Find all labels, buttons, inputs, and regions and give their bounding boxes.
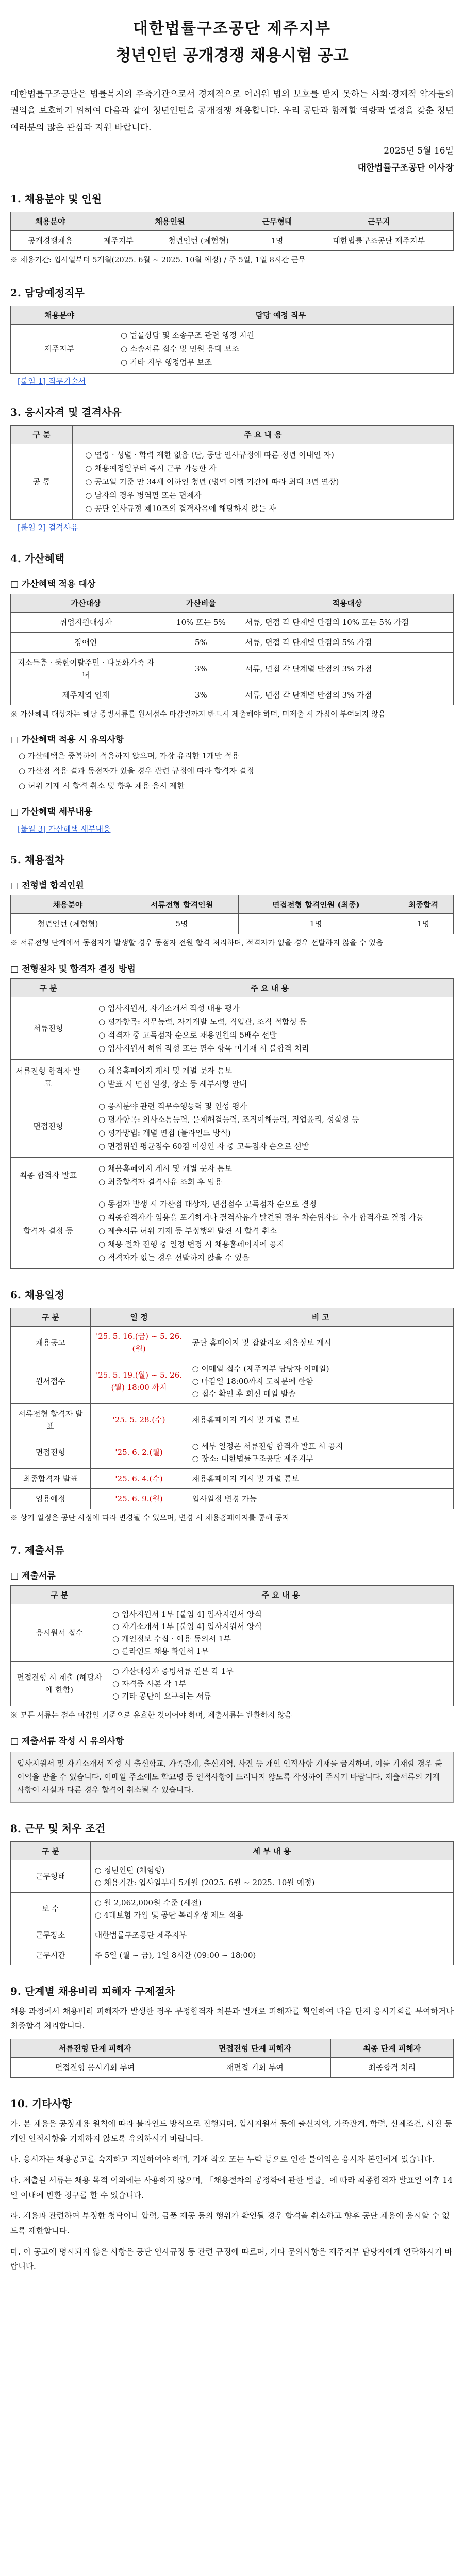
s1-cell: 대한법률구조공단 제주지부 — [304, 230, 454, 250]
s2-header: 채용분야 — [11, 306, 108, 324]
s9-step: 면접전형 단계 피해자 — [179, 2039, 331, 2057]
stage-name: 합격자 결정 등 — [11, 1193, 86, 1268]
s1-header: 근무지 — [304, 212, 454, 230]
s6-cell: 입사일정 변경 가능 — [188, 1488, 453, 1509]
s4-header: 가산대상 — [11, 594, 161, 612]
s2-duty: ○ 소송서류 접수 및 민원 응대 보조 — [120, 344, 240, 353]
s3-item: ○ 공고일 기준 만 34세 이하인 청년 (병역 이행 기간에 따라 최대 3년 연장) — [85, 477, 339, 486]
s6-cell: 면접전형 — [11, 1436, 91, 1468]
s4-header: 적용대상 — [241, 594, 453, 612]
misc-item: 나. 응시자는 채용공고를 숙지하고 지원하여야 하며, 기재 착오 또는 누락 등으로 인한 불이익은 응시자 본인에게 있습니다. — [10, 2155, 435, 2164]
section4-sub2: □ 가산혜택 적용 시 유의사항 — [10, 735, 124, 745]
section4-sub3: □ 가산혜택 세부내용 — [10, 807, 93, 818]
s6-date: '25. 5. 19.(월) ~ 5. 26.(월) 18:00 까지 — [90, 1359, 188, 1403]
misc-item: 라. 채용과 관련하여 부정한 청탁이나 압력, 금품 제공 등의 행위가 확인될 경우 합격을 취소하고 향후 공단 채용에 응시할 수 없도록 제한합니다. — [10, 2211, 450, 2235]
s8-header: 세 부 내 용 — [90, 1841, 453, 1860]
section9-table — [10, 2039, 454, 2078]
stage-item: ○ 채용 절차 진행 중 일정 변경 시 채용홈페이지에 공지 — [98, 1239, 285, 1249]
s2-duty: ○ 법률상담 및 소송구조 관련 행정 지원 — [120, 330, 255, 340]
s5-header: 최종합격 — [393, 895, 454, 914]
s1-cell: 1명 — [250, 230, 304, 250]
section3-table — [10, 425, 454, 520]
s4-cell: 5% — [161, 632, 241, 652]
s9-result: 최종합격 처리 — [330, 2057, 453, 2077]
stage-name: 면접전형 — [11, 1095, 86, 1157]
stage-item: ○ 최종합격자가 임용을 포기하거나 결격사유가 발견된 경우 차순위자를 추가 합격자로 결정 가능 — [98, 1212, 424, 1222]
s1-cell: 청년인턴 (체험형) — [147, 230, 250, 250]
s6-header: 일 정 — [90, 1308, 188, 1326]
job-description-link[interactable]: [붙임 1] 직무기술서 — [18, 376, 86, 386]
s3-item: ○ 연령 · 성별 · 학력 제한 없음 (단, 공단 인사규정에 따른 정년 이내인 자) — [85, 450, 334, 460]
stage-item: ○ 제출서류 허위 기재 등 부정행위 발견 시 합격 취소 — [98, 1226, 277, 1235]
s5-cell: 1명 — [393, 914, 454, 934]
stage-name: 서류전형 합격자 발표 — [11, 1059, 86, 1095]
s5-cell: 청년인턴 (체험형) — [11, 914, 125, 934]
s5-header: 서류전형 합격인원 — [125, 895, 239, 914]
section4-sub2-list — [10, 749, 454, 793]
s7-cell: ○ 가산대상자 증빙서류 원본 각 1부 ○ 자격증 사본 각 1부 ○ 기타 공단이 요구하는 서류 — [108, 1662, 453, 1706]
s5-cell: 5명 — [125, 914, 239, 934]
s6-cell: 원서접수 — [11, 1359, 91, 1403]
s3-header: 주 요 내 용 — [73, 425, 454, 444]
org-name: 대한법률구조공단 제주지부 — [132, 20, 332, 38]
section9-title: 9. 단계별 채용비리 피해자 구제절차 — [10, 1985, 175, 1997]
s4-sub2-item: ○ 가산점 적용 결과 동점자가 있을 경우 관련 규정에 따라 합격자 결정 — [19, 766, 254, 776]
section8-table — [10, 1841, 454, 1965]
s2-duty: ○ 기타 지부 행정업무 보조 — [120, 357, 212, 367]
s6-cell: 채용공고 — [11, 1326, 91, 1359]
s9-result: 재면접 기회 부여 — [179, 2057, 331, 2077]
document-page — [10, 15, 454, 2274]
s4-cell: 저소득층 · 북한이탈주민 · 다문화가족 자녀 — [11, 652, 161, 685]
s6-header: 비 고 — [188, 1308, 453, 1326]
section5-sub2: □ 전형절차 및 합격자 결정 방법 — [10, 963, 136, 974]
section10-title: 10. 기타사항 — [10, 2097, 72, 2110]
s5-header: 채용분야 — [11, 895, 125, 914]
s5-cell: 1명 — [239, 914, 393, 934]
s6-date: '25. 6. 2.(월) — [90, 1436, 188, 1468]
s6-cell: 공단 홈페이지 및 잡알리오 채용정보 게시 — [188, 1326, 453, 1359]
misc-item: 가. 본 채용은 공정채용 원칙에 따라 블라인드 방식으로 진행되며, 입사지원서 등에 출신지역, 가족관계, 학력, 신체조건, 사진 등 개인 인적사항을 기재하지 않도록 유의하시기 바랍니다. — [10, 2119, 453, 2143]
section7-sub1: □ 제출서류 — [10, 1571, 56, 1582]
section3-title: 3. 응시자격 및 결격사유 — [10, 405, 122, 418]
s8-header: 구 분 — [11, 1841, 91, 1860]
page-title: 청년인턴 공개경쟁 채용시험 공고 — [115, 46, 349, 65]
section4-table — [10, 594, 454, 705]
stage-name: 서류전형 — [11, 997, 86, 1059]
s3-item: ○ 채용예정일부터 즉시 근무 가능한 자 — [85, 463, 217, 473]
bonus-detail-link[interactable]: [붙임 3] 가산혜택 세부내용 — [18, 824, 111, 834]
stage-item: ○ 동점자 발생 시 가산점 대상자, 면접점수 고득점자 순으로 결정 — [98, 1199, 317, 1209]
section2-title: 2. 담당예정직무 — [10, 286, 85, 299]
s4-cell: 서류, 면접 각 단계별 만점의 3% 가점 — [241, 652, 453, 685]
s9-step: 서류전형 단계 피해자 — [11, 2039, 179, 2057]
stage-item: ○ 입사지원서, 자기소개서 작성 내용 평가 — [98, 1003, 240, 1013]
s4-cell: 서류, 면접 각 단계별 만점의 5% 가점 — [241, 632, 453, 652]
section1-title: 1. 채용분야 및 인원 — [10, 192, 102, 205]
s4-cell: 3% — [161, 652, 241, 685]
s4-sub2-item: ○ 허위 기재 시 합격 취소 및 향후 채용 응시 제한 — [19, 781, 185, 791]
s7-header: 주 요 내 용 — [108, 1586, 453, 1604]
s1-cell: 제주지부 — [90, 230, 147, 250]
section7-title: 7. 제출서류 — [10, 1544, 65, 1557]
intro-paragraph: 대한법률구조공단은 법률복지의 주축기관으로서 경제적으로 어려워 법의 보호를 받지 못하는 사회·경제적 약자들의 권익을 보호하기 위하여 다음과 같이 청년인턴을 공개경쟁 채용합니다. 우리 공단과 함께할 역량과 열정을 갖춘 청년 여러분의 많은 관심과 지원 바랍니다. — [10, 89, 454, 133]
stage-item: ○ 평가항목: 직무능력, 자기개발 노력, 직업관, 조직 적합성 등 — [98, 1016, 307, 1026]
stage-item: ○ 적격자 중 고득점자 순으로 채용인원의 5배수 선발 — [98, 1030, 277, 1040]
s6-date: '25. 6. 9.(월) — [90, 1488, 188, 1509]
s3-header: 구 분 — [11, 425, 73, 444]
s3-item: ○ 남자의 경우 병역필 또는 면제자 — [85, 490, 202, 500]
s6-cell: 임용예정 — [11, 1488, 91, 1509]
section7-note: ※ 모든 서류는 접수 마감일 기준으로 유효한 것이어야 하며, 제출서류는 반환하지 않음 — [10, 1711, 292, 1720]
s4-cell: 10% 또는 5% — [161, 612, 241, 632]
stage-item: ○ 적격자가 없는 경우 선발하지 않을 수 있음 — [98, 1252, 250, 1262]
s6-cell: ○ 이메일 접수 (제주지부 담당자 이메일) ○ 마감일 18:00까지 도착분에 한함 ○ 접수 확인 후 회신 메일 발송 — [188, 1359, 453, 1403]
s6-cell: 채용홈페이지 게시 및 개별 통보 — [188, 1468, 453, 1488]
s9-result: 면접전형 응시기회 부여 — [11, 2057, 179, 2077]
s1-header: 채용인원 — [90, 212, 250, 230]
s6-date: '25. 5. 28.(수) — [90, 1403, 188, 1436]
stage-item: ○ 입사지원서 허위 작성 또는 필수 항목 미기재 시 불합격 처리 — [98, 1043, 309, 1053]
s7-header: 구 분 — [11, 1586, 108, 1604]
s8-cell: 근무형태 — [11, 1860, 91, 1892]
stage-item: ○ 응시분야 관련 직무수행능력 및 인성 평가 — [98, 1101, 247, 1111]
section5-title: 5. 채용절차 — [10, 854, 65, 867]
s7-cell: ○ 입사지원서 1부 [붙임 4] 입사지원서 양식 ○ 자기소개서 1부 [붙임 4] 입사지원서 양식 ○ 개인정보 수집 · 이용 동의서 1부 ○ 블라인드 채용 확인서 1부 — [108, 1604, 453, 1662]
stage-item: ○ 채용홈페이지 게시 및 개별 문자 통보 — [98, 1163, 233, 1173]
s8-cell: ○ 월 2,062,000원 수준 (세전) ○ 4대보험 가입 및 공단 복리후생 제도 적용 — [90, 1892, 453, 1925]
s6-cell: 채용홈페이지 게시 및 개별 통보 — [188, 1403, 453, 1436]
s6-cell: 최종합격자 발표 — [11, 1468, 91, 1488]
s4-cell: 3% — [161, 685, 241, 705]
stage-item: ○ 채용홈페이지 게시 및 개별 문자 통보 — [98, 1065, 233, 1075]
s3-area: 공 통 — [11, 444, 73, 519]
s2-header: 담당 예정 직무 — [108, 306, 453, 324]
section6-title: 6. 채용일정 — [10, 1288, 65, 1301]
s3-item: ○ 공단 인사규정 제10조의 결격사유에 해당하지 않는 자 — [85, 503, 276, 513]
stage-item: ○ 최종합격자 결격사유 조회 후 임용 — [98, 1177, 222, 1187]
section1-table — [10, 212, 454, 251]
s4-cell: 취업지원대상자 — [11, 612, 161, 632]
stage-name: 최종 합격자 발표 — [11, 1157, 86, 1193]
s6-header: 구 분 — [11, 1308, 91, 1326]
s6-cell: ○ 세부 일정은 서류전형 합격자 발표 시 공지 ○ 장소: 대한법률구조공단 제주지부 — [188, 1436, 453, 1468]
section7-table — [10, 1585, 454, 1706]
s8-cell: 근무장소 — [11, 1925, 91, 1945]
stage-item: ○ 평가방법: 개별 면접 (블라인드 방식) — [98, 1128, 231, 1138]
s4-cell: 서류, 면접 각 단계별 만점의 10% 또는 5% 가점 — [241, 612, 453, 632]
section4-title: 4. 가산혜택 — [10, 552, 65, 565]
s4-cell: 제주지역 인재 — [11, 685, 161, 705]
s9-step: 최종 단계 피해자 — [330, 2039, 453, 2057]
section4-note: ※ 가산혜택 대상자는 해당 증빙서류를 원서접수 마감일까지 반드시 제출해야 하며, 미제출 시 가점이 부여되지 않음 — [10, 710, 386, 719]
section6-table — [10, 1308, 454, 1509]
section1-note: ※ 채용기간: 입사일부터 5개월(2025. 6월 ~ 2025. 10월 예정) / 주 5일, 1일 8시간 근무 — [10, 256, 306, 264]
stage-item: ○ 면접위원 평균점수 60점 이상인 자 중 고득점자 순으로 선발 — [98, 1141, 309, 1151]
s1-header: 근무형태 — [250, 212, 304, 230]
s1-header: 채용분야 — [11, 212, 90, 230]
s6-date: '25. 5. 16.(금) ~ 5. 26.(월) — [90, 1326, 188, 1359]
signer: 대한법률구조공단 이사장 — [357, 162, 454, 173]
s8-cell: 근무시간 — [11, 1945, 91, 1965]
s4-sub2-item: ○ 가산혜택은 중복하여 적용하지 않으며, 가장 유리한 1개만 적용 — [19, 751, 239, 761]
s7-cell: 면접전형 시 제출 (해당자에 한함) — [11, 1662, 108, 1706]
misc-item: 다. 제출된 서류는 채용 목적 이외에는 사용하지 않으며, 「채용절차의 공정화에 관한 법률」에 따라 최종합격자 발표일 이후 14일 이내에 반환 청구를 할 수 있습니다. — [10, 2175, 453, 2200]
section5-process-table — [10, 978, 454, 1269]
stage-item: ○ 발표 시 면접 일정, 장소 등 세부사항 안내 — [98, 1079, 247, 1089]
s5-header: 면접전형 합격인원 (최종) — [239, 895, 393, 914]
notice-date: 2025년 5월 16일 — [384, 145, 454, 156]
s4-cell: 장애인 — [11, 632, 161, 652]
section6-note: ※ 상기 일정은 공단 사정에 따라 변경될 수 있으며, 변경 시 채용홈페이지를 통해 공지 — [10, 1514, 290, 1522]
section5-note: ※ 서류전형 단계에서 동점자가 발생할 경우 동점자 전원 합격 처리하며, 적격자가 없을 경우 선발하지 않을 수 있음 — [10, 939, 384, 948]
s4-header: 가산비율 — [161, 594, 241, 612]
s5p-header: 주 요 내 용 — [86, 978, 454, 997]
s6-date: '25. 6. 4.(수) — [90, 1468, 188, 1488]
section5-count-table — [10, 895, 454, 934]
misc-item: 마. 이 공고에 명시되지 않은 사항은 공단 인사규정 등 관련 규정에 따르며, 기타 문의사항은 제주지부 담당자에게 연락하시기 바랍니다. — [10, 2247, 453, 2272]
stage-item: ○ 평가항목: 의사소통능력, 문제해결능력, 조직이해능력, 직업윤리, 성실성 등 — [98, 1114, 359, 1124]
s7-cell: 응시원서 접수 — [11, 1604, 108, 1662]
submission-notice-box: 입사지원서 및 자기소개서 작성 시 출신학교, 가족관계, 출신지역, 사진 등 개인 인적사항 기재를 금지하며, 이를 기재할 경우 불이익을 받을 수 있습니다. 이메일 주소에도 학교명 등 인적사항이 드러나지 않도록 작성하여 주시기 바랍니다. 제출서류의 기재사항이 사실과 다른 경우 합격이 취소될 수 있습니다. — [10, 1752, 454, 1803]
section4-subtitle: □ 가산혜택 적용 대상 — [10, 579, 96, 589]
s1-cell: 공개경쟁채용 — [11, 230, 90, 250]
section8-title: 8. 근무 및 처우 조건 — [10, 1822, 105, 1835]
s5p-header: 구 분 — [11, 978, 86, 997]
s8-cell: 대한법률구조공단 제주지부 — [90, 1925, 453, 1945]
s8-cell: 주 5일 (월 ~ 금), 1일 8시간 (09:00 ~ 18:00) — [90, 1945, 453, 1965]
section2-table — [10, 306, 454, 374]
s8-cell: ○ 청년인턴 (체험형) ○ 채용기간: 입사일부터 5개월 (2025. 6월 ~ 2025. 10월 예정) — [90, 1860, 453, 1892]
section7-sub2: □ 제출서류 작성 시 유의사항 — [10, 1736, 124, 1747]
title-block — [10, 15, 454, 65]
misc-list — [10, 2116, 454, 2274]
s4-cell: 서류, 면접 각 단계별 만점의 3% 가점 — [241, 685, 453, 705]
s2-area: 제주지부 — [11, 324, 108, 373]
s6-cell: 서류전형 합격자 발표 — [11, 1403, 91, 1436]
section9-text: 채용 과정에서 채용비리 피해자가 발생한 경우 부정합격자 처분과 별개로 피해자를 확인하여 다음 단계 응시기회를 부여하거나 최종합격 처리합니다. — [10, 2006, 454, 2031]
section5-sub1: □ 전형별 합격인원 — [10, 880, 84, 891]
s8-cell: 보 수 — [11, 1892, 91, 1925]
disqualification-link[interactable]: [붙임 2] 결격사유 — [18, 522, 78, 532]
